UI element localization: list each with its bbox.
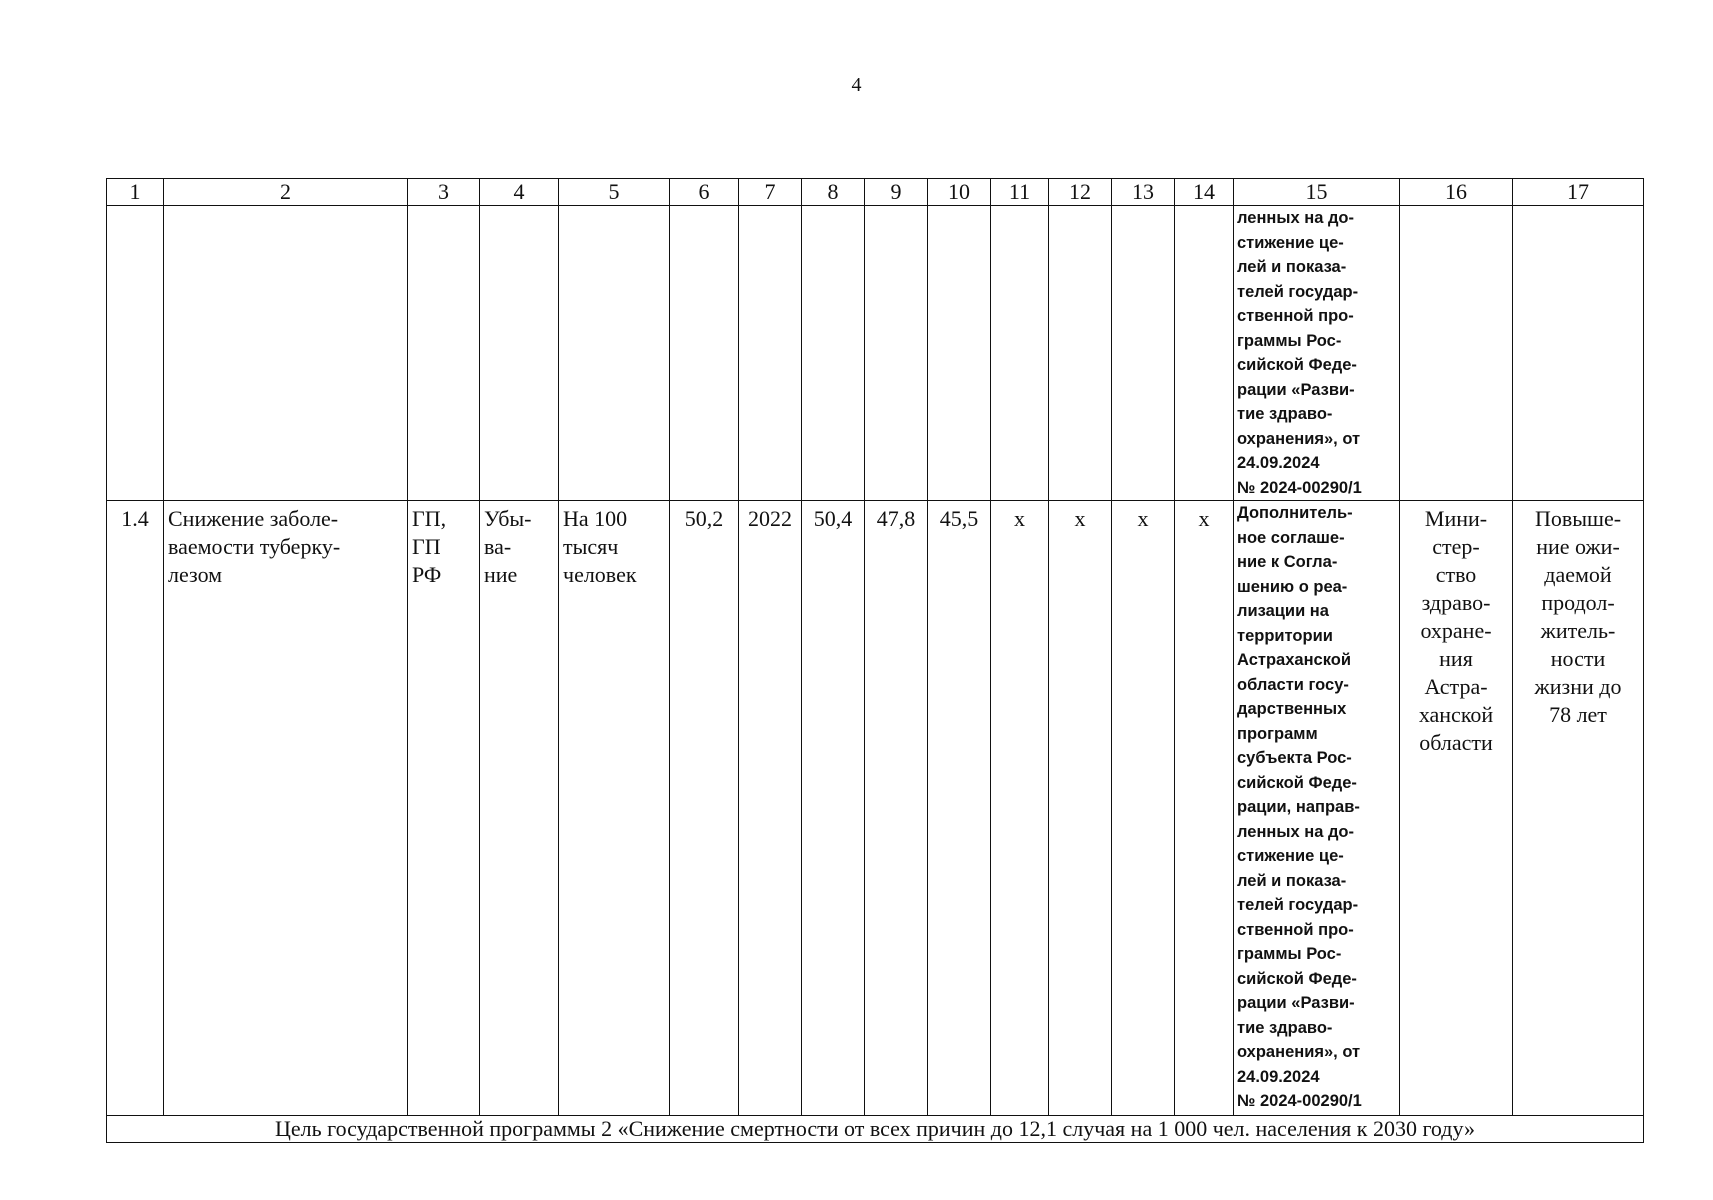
header-cell: 16 (1400, 179, 1513, 206)
table-row (107, 501, 1644, 1116)
header-cell: 10 (928, 179, 991, 206)
continuation-row (107, 206, 1644, 501)
header-cell: 4 (480, 179, 559, 206)
header-cell: 6 (670, 179, 739, 206)
goal-row (107, 1116, 1644, 1143)
header-cell: 2 (164, 179, 408, 206)
indicator-level: ГП, ГП РФ (408, 501, 480, 1116)
header-cell: 9 (865, 179, 928, 206)
goal-text: Цель государственной программы 2 «Снижение смертности от всех причин до 12,1 случая на 1 000 чел. населения к 2030 году» (107, 1116, 1644, 1143)
header-cell: 12 (1049, 179, 1112, 206)
row-number: 1.4 (107, 501, 164, 1116)
link-cell: Повыше- ние ожи- даемой продол- житель- ности жизни до 78 лет (1513, 501, 1644, 1116)
value-2024: 50,4 (802, 501, 865, 1116)
value-2025: 47,8 (865, 501, 928, 1116)
value-2027: x (991, 501, 1049, 1116)
value-2026: 45,5 (928, 501, 991, 1116)
header-cell: 13 (1112, 179, 1175, 206)
indicator-unit: На 100 тысяч человек (559, 501, 670, 1116)
table-header-row (107, 179, 1644, 206)
header-cell: 1 (107, 179, 164, 206)
responsible-cell: Мини- стер- ство здраво- охране- ния Астра- ханской области (1400, 501, 1513, 1116)
header-cell: 5 (559, 179, 670, 206)
header-cell: 8 (802, 179, 865, 206)
value-2030: x (1175, 501, 1234, 1116)
value-2028: x (1049, 501, 1112, 1116)
document-cell-continued (1234, 206, 1400, 501)
header-cell: 15 (1234, 179, 1400, 206)
indicators-table (106, 178, 1644, 1143)
indicator-trend: Убы- ва- ние (480, 501, 559, 1116)
base-year: 2022 (739, 501, 802, 1116)
page-number: 4 (851, 74, 862, 96)
header-cell: 11 (991, 179, 1049, 206)
indicator-name: Снижение заболе- ваемости туберку- лезом (164, 501, 408, 1116)
header-cell: 17 (1513, 179, 1644, 206)
document-cell: Дополнитель- ное соглаше- ние к Согла- шению о реа- лизации на территории Астраханской области госу- дарственных программ субъекта Рос- сийской Феде- рации, направ- ленных на до- стижение це- лей и показа- телей государ- ственной про- граммы Рос- сийской Феде- рации «Разви- тие здраво- охранения», от 24.09.2024 № 2024-00290/1 (1234, 501, 1400, 1116)
document-text: ленных на до- стижение це- лей и показа- телей государ- ственной про- граммы Рос- сийской Феде- рации «Разви- тие здраво- охранения», от 24.09.2024 № 2024-00290/1 (1237, 209, 1362, 497)
header-cell: 14 (1175, 179, 1234, 206)
header-cell: 7 (739, 179, 802, 206)
base-value: 50,2 (670, 501, 739, 1116)
value-2029: x (1112, 501, 1175, 1116)
header-cell: 3 (408, 179, 480, 206)
